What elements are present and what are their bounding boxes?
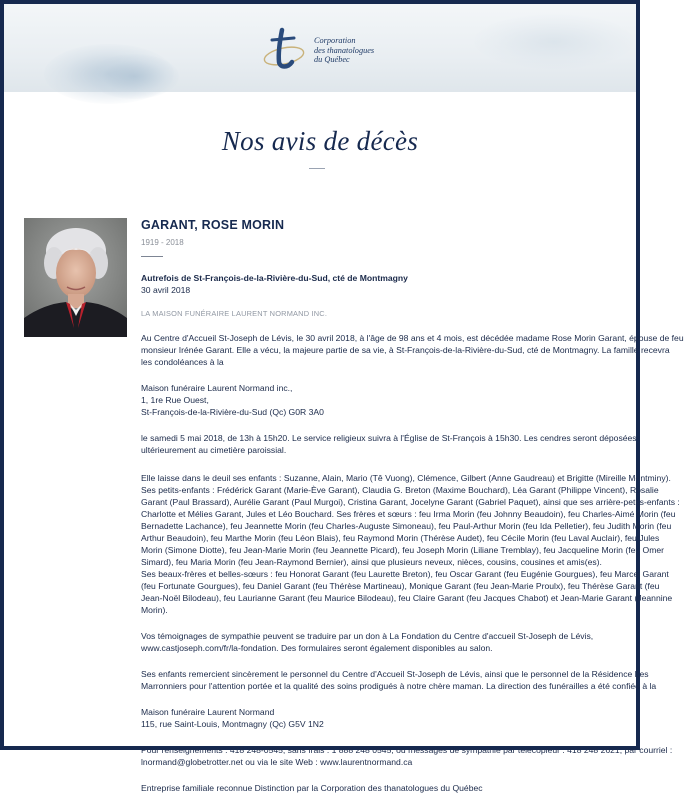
logo-wordmark: Corporation des thanatologues du Québec	[314, 36, 375, 64]
intro-paragraph: Au Centre d'Accueil St-Joseph de Lévis, le 30 avril 2018, à l'âge de 98 ans et 4 mois, est décédée madame Rose Morin Garant, épouse de feu monsieur Irénée Garant. Elle a vécu, la majeure partie de sa vie, à St-François-de-la-Rivière-du-Sud, cté de Montmagny. La famille recevra les condoléances à la	[141, 333, 684, 367]
contact-email-web[interactable]: lnormand@globetrotter.net ou via le site Web : www.laurentnormand.ca	[141, 757, 413, 767]
name-divider	[141, 256, 163, 257]
page-title: Nos avis de décès	[221, 126, 419, 156]
donation-link[interactable]: www.castjoseph.com/fr/la-fondation. Des formulaires seront également disponibles au salon.	[141, 643, 493, 653]
deceased-name: GARANT, ROSE MORIN	[141, 218, 285, 232]
funeral-home-label: LA MAISON FUNÉRAIRE LAURENT NORMAND INC.	[141, 309, 328, 318]
funeral-home-contact-address: Maison funéraire Laurent Normand 115, rue Saint-Louis, Montmagny (Qc) G5V 1N2	[141, 707, 324, 729]
death-date: 30 avril 2018	[141, 285, 191, 295]
life-years: 1919 - 2018	[141, 238, 184, 247]
corporation-logo[interactable]	[262, 24, 392, 76]
header-banner	[4, 4, 636, 92]
thanks-paragraph: Ses enfants remercient sincèrement le personnel du Centre d'Accueil St-Joseph de Lévis, ainsi que le personnel de la Résidence Les Marronniers pour l'attention portée et la qualité des soins prodigués à notre chère maman. La direction des funérailles a été confiée à la	[141, 669, 657, 691]
footer-line: Entreprise familiale reconnue Distinction par la Corporation des thanatologues du Québec	[141, 783, 483, 793]
deceased-photo	[24, 218, 127, 337]
obituary-content	[141, 218, 684, 794]
service-paragraph: le samedi 5 mai 2018, de 13h à 15h20. Le service religieux suivra à l'Église de St-François à 15h30. Les cendres seront déposées ultérieurement au cimetière paroissial.	[141, 433, 637, 455]
contact-paragraph: Pour renseignements : 418 248-0545, sans frais : 1 888 248 0545, ou messages de sympathie par télécopieur : 418 248 2621, par courriel : lnormand@globetrotter.net ou via le site Web : www.laurentnormand.ca	[141, 745, 673, 767]
donation-paragraph: Vos témoignages de sympathie peuvent se traduire par un don à La Fondation du Centre d'accueil St-Joseph de Lévis, www.castjoseph.com/fr/la-fondation. Des formulaires seront également disponibles au salon.	[141, 630, 619, 654]
portrait-image	[24, 218, 127, 337]
title-divider	[309, 168, 325, 169]
origin-line: Autrefois de St-François-de-la-Rivière-du-Sud, cté de Montmagny	[141, 273, 408, 283]
family-paragraph: Elle laisse dans le deuil ses enfants : Suzanne, Alain, Mario (Tê Vuong), Clémence, Gilbert (Anne Gaudreau) et Brigitte (Mireille Montminy). Ses petits-enfants : Frédérick Garant (Marie-Ève Garant), Claudia G. Breton (Maxime Bouchard), Léa Garant (Philippe Vincent), Rosalie Garant (Paul Brassard), Aurélie Garant (Paul Murgoi), Cristina Garant, Jocelyne Garant (Gabriel Paquet), ainsi que ses arrière-petits-enfants : Charlotte et Mélies Garant, Jules et Léo Bouchard. Ses frères et sœurs : feu Irma Morin (feu Johnny Beaudoin), feu Charles-Aimé Morin (feu Bernadette Lachance), feu Jeannette Morin (feu Charles-Auguste Simoneau), feu Paul-Arthur Morin (feu Ida Pelletier), feu Judith Morin (feu Arthur Beaudoin), feu Marthe Morin (feu Léon Blais), feu Raymond Morin (Thérèse Audet), feu Cécile Morin (feu Laval Auclair), feu Jules Morin (Simone Diotte), feu Jean-Marie Morin (feu Jeannette Picard), feu Joseph Morin (Liliane Tremblay), feu Jacqueline Morin (feu Omer Simard), feu Maria Morin (feu Jean-Raymond Bernier), ainsi que plusieurs neveux, nièces, cousins, cousines et amis(es). Ses beaux-frères et belles-sœurs : feu Honorat Garant (feu Laurette Breton), feu Oscar Garant (feu Eugénie Gourgues), feu Marcel Garant (feu Fortunate Gourgues), feu Daniel Garant (feu Thérèse Martineau), Monique Garant (feu Jean-Marie Proulx), feu Thérèse Garant (feu Jean-Noël Bilodeau), feu Laurianne Garant (feu Maurice Bilodeau), feu Claire Garant (feu Jacques Chabot) et Jean-Marie Garant (Jeannine Morin).	[141, 473, 680, 615]
logo-t-icon	[262, 24, 310, 74]
funeral-home-address: Maison funéraire Laurent Normand inc., 1, 1re Rue Ouest, St-François-de-la-Rivière-du-Sud (Qc) G0R 3A0	[141, 383, 324, 417]
